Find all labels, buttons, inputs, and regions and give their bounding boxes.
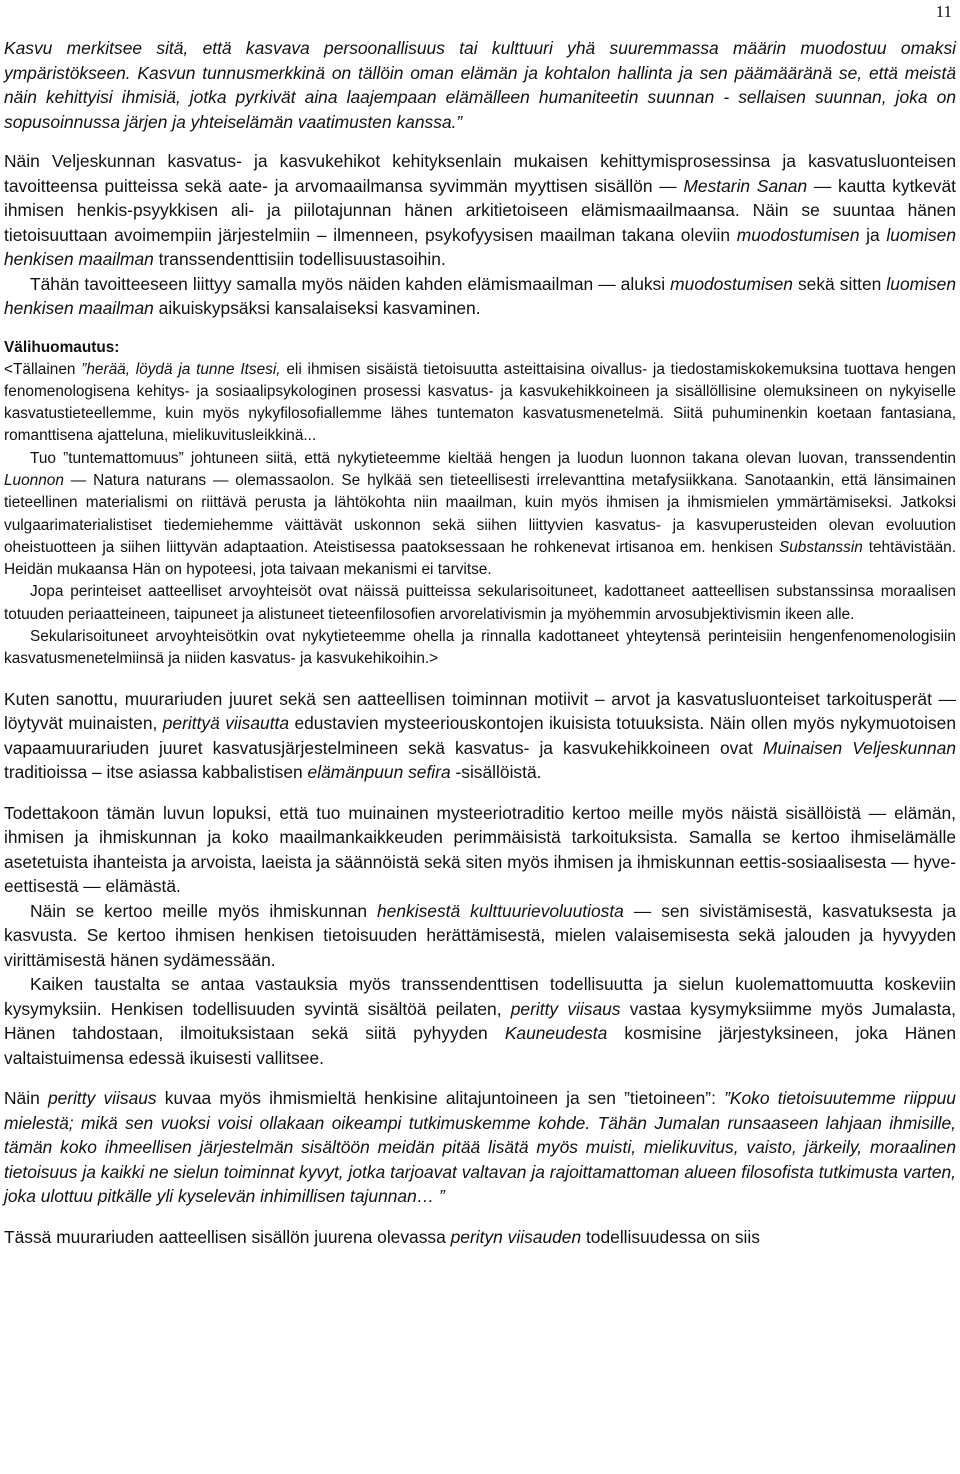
text: edustavien mysteeriouskontojen ikuisista totuuksista. Näin ollen myös nykymuotoisen vapaamuurariuden juuret kasvatusjärjestelmineen sekä kasvatus- ja kasvukehikkoineen ovat bbox=[4, 713, 956, 758]
text: Näin se kertoo meille myös ihmiskunnan bbox=[30, 900, 377, 921]
page-number: 11 bbox=[935, 2, 952, 21]
emphasis: Luonnon bbox=[4, 471, 64, 489]
paragraph-ihmismieli bbox=[4, 1086, 956, 1209]
quote-paragraph bbox=[4, 36, 956, 134]
text: Tuo ”tuntemattomuus” johtuneen siitä, että nykytieteemme kieltää hengen ja luodun luonnon takana olevan luovan, transsendentin bbox=[30, 449, 956, 467]
paragraph-vastauksia bbox=[4, 972, 956, 1070]
text: transsendenttisiin todellisuustasoihin. bbox=[153, 249, 446, 269]
text: Tähän tavoitteeseen liittyy samalla myös näiden kahden elämismaailman — aluksi bbox=[30, 273, 671, 294]
text: todellisuudessa on siis bbox=[581, 1226, 760, 1247]
emphasis: ”herää, löydä ja tunne Itsesi, bbox=[81, 360, 281, 378]
text: Näin Veljeskunnan kasvatus- ja kasvukehikot kehityksenlain mukaisen kehittymisprosessinsa ja kasvatusluonteisen tavoitteensa puitteissa sekä aate- ja arvomaailmansa syvimmän myyttisen sisällön — bbox=[4, 151, 956, 196]
text: Tässä muurariuden aatteellisen sisällön juurena olevassa bbox=[4, 1226, 451, 1247]
text: traditioissa – itse asiassa kabbalistisen bbox=[4, 762, 308, 783]
emphasis: perittyä viisautta bbox=[162, 713, 290, 734]
emphasis: muodostumisen bbox=[736, 224, 860, 245]
text: Kuten sanottu, muurariuden juuret sekä sen aatteellisen toiminnan motiivit – arvot ja kasvatusluonteiset tarkoitusperät — löytyvät muinaisten, bbox=[4, 688, 956, 734]
text: Kaiken taustalta se antaa vastauksia myös transsendenttisen todellisuutta ja sielun kuolemattomuutta koskeviin kysymyksiin. Henkisen todellisuuden syvintä sisältöä peilaten, bbox=[4, 974, 956, 1019]
paragraph-kulttuurievoluutio bbox=[4, 899, 956, 973]
emphasis: muodostumisen bbox=[670, 273, 793, 294]
text: -sisällöistä. bbox=[450, 762, 542, 783]
text: Näin bbox=[4, 1088, 48, 1109]
emphasis: luomisen henkisen maailman bbox=[4, 273, 957, 318]
text: kuvaa myös ihmismieltä henkisine alitajuntoineen ja sen ”tietoineen”: bbox=[156, 1088, 725, 1109]
emphasis: Mestarin Sanan bbox=[683, 175, 808, 196]
note-paragraph-4: Sekularisoituneet arvoyhteisötkin ovat nykytieteemme ohella ja rinnalla kadottaneet yhteytensä perinteisiin hengenfenomenologisiin kasvatusmenetelmiinsä ja niiden kasvatus- ja kasvukehikoihin.> bbox=[4, 628, 956, 668]
text: — kautta kytkevät ihmisen henkis-psyykkisen ali- ja piilotajunnan hänen arkitietoiseen elämismaailmaansa. Näin se suuntaa hänen tietoisuuttaan avoimempiin järjestelmiin – ilmenneen, psykofyysisen maailman takana oleviin bbox=[4, 175, 956, 245]
text: ja bbox=[859, 224, 887, 245]
text: sekä sitten bbox=[792, 273, 887, 294]
note-paragraph-3: Jopa perinteiset aatteelliset arvoyhteisöt ovat näissä puitteissa sekularisoituneet, kadottaneet aatteellisen substanssinsa moraalisen totuuden periaatteineen, taipuneet ja alistuneet tieteenfilosofien arvorelativismin ja myöhemmin arvosubjektivismin ikeen alle. bbox=[4, 583, 956, 623]
emphasis: luomisen henkisen maailman bbox=[4, 224, 956, 269]
emphasis: perityn viisauden bbox=[450, 1226, 582, 1247]
paragraph-juuret bbox=[4, 687, 956, 785]
paragraph-veljeskunta bbox=[4, 149, 956, 272]
text: kosmisine järjestyksineen, joka Hänen valtaistuimensa edessä ikuisesti vallitsee. bbox=[4, 1023, 956, 1068]
text: vastaa kysymyksiimme myös Jumalasta, Hänen tahdostaan, ilmoituksistaan sekä siitä pyhyyden bbox=[4, 998, 956, 1044]
section-heading: Välihuomautus: bbox=[4, 338, 120, 356]
emphasis: peritty viisaus bbox=[510, 998, 621, 1019]
emphasis: henkisestä kulttuurievoluutiosta bbox=[377, 900, 624, 921]
note-paragraph-2 bbox=[4, 448, 956, 582]
emphasis: ”Koko tietoisuutemme riippuu mielestä; mikä sen vuoksi voisi ollakaan oikeampi tutkimuskemme kohde. Tähän Jumalan runsaaseen lahjaan ihmisille, tämän koko ihmeellisen järjestelmän sisältöön meidän pitää lisätä myös muisti, mielikuvitus, vaisto, järkeily, moraalinen tietoisuus ja kaikki ne sielun toiminnat kyvyt, jotka tarjoavat valtavan ja rajoittamattoman alueen filosofista tutkimusta varten, joka ulottuu pitkälle yli kyselevän inhimillisen tajunnan… ” bbox=[4, 1088, 956, 1207]
text: aikuiskypsäksi kansalaiseksi kasvaminen. bbox=[153, 298, 481, 318]
text: — Natura naturans — olemassaolon. Se hylkää sen tieteellisesti irrelevanttina metafysiikkana. Sanotaankin, että länsimainen tieteellinen materialismi on riittävä perusta ja lähtökohta niin maailman, kuin myös ihmisen ja ihmismielen ymmärtämiseksi. Jatkoksi vulgaarimaterialistiset tiedemiehemme väittävät uskonnon sekä siihen liittyvien kasvatus- ja kasvuperusteiden olevan evoluution oheistuotteen ja siihen liittyvän adaptaation. Ateistisessa paatoksessaan he rohkenevat irtisanoa em. henkisen bbox=[4, 471, 956, 556]
paragraph-todettakoon: Todettakoon tämän luvun lopuksi, että tuo muinainen mysteeriotraditio kertoo meille myös näistä sisällöistä — elämän, ihmisen ja ihmiskunnan ja koko maailmankaikkeuden perimmäisistä tarkoituksista. Samalla se kertoo ihmiselämälle asetetuista ihanteista ja arvoista, laeista ja säännöistä sekä siten myös ihmisen ja ihmiskunnan eettis-sosiaalisesta — hyve-eettisestä — elämästä. bbox=[4, 802, 956, 897]
quote-text: Kasvu merkitsee sitä, että kasvava persoonallisuus tai kulttuuri yhä suuremmassa määrin muodostuu omaksi ympäristökseen. Kasvun tunnusmerkkinä on tällöin oman elämän ja kohtalon hallinta ja sen päämääränä se, että meistä näin kehittyisi ihmisiä, jotka pyrkivät aina laajempaan elämälleen humaniteetin suunnan - sellaisen suunnan, joka on sopusoinnussa järjen ja yhteiselämän vaatimusten kanssa.” bbox=[4, 38, 956, 132]
emphasis: Muinaisen Veljeskunnan bbox=[762, 737, 957, 758]
emphasis: Kauneudesta bbox=[504, 1023, 608, 1044]
document-body bbox=[4, 36, 956, 1249]
text: — sen sivistämisestä, kasvatuksesta ja kasvusta. Se kertoo ihmisen henkisen tietoisuuden herättämisestä, mielen valaisemisesta sekä jalouden ja hyvyyden virittämisestä hänen sydämessään. bbox=[4, 900, 956, 970]
paragraph-tavoite bbox=[4, 272, 956, 321]
text: tehtävistään. Heidän mukaansa Hän on hypoteesi, jota taivaan mekanismi ei tarvitse. bbox=[4, 538, 956, 579]
text: <Tällainen bbox=[4, 360, 82, 378]
paragraph-perinne bbox=[4, 1225, 956, 1250]
note-paragraph-1 bbox=[4, 359, 956, 448]
text: eli ihmisen sisäistä tietoisuutta asteittaisina oivallus- ja tiedostamiskokemuksina tuottava hengen fenomenologisena kehitys- ja sosiaalipsykologinen prosessi kasvatus- ja kasvukehikkoineen ja sisällöllisine olemuksineen on nykyiselle kasvatustieteellemme, kuin myös nykyfilosofiallemme lähes tuntematon kasvatusmenetelmä. Siitä puhuminenkin koetaan fantasiana, romanttisena ajatteluna, mielikuvitusleikkinä... bbox=[4, 360, 956, 445]
emphasis: elämänpuun sefira bbox=[307, 762, 451, 783]
emphasis: peritty viisaus bbox=[47, 1088, 157, 1109]
emphasis: Substanssin bbox=[778, 538, 863, 556]
